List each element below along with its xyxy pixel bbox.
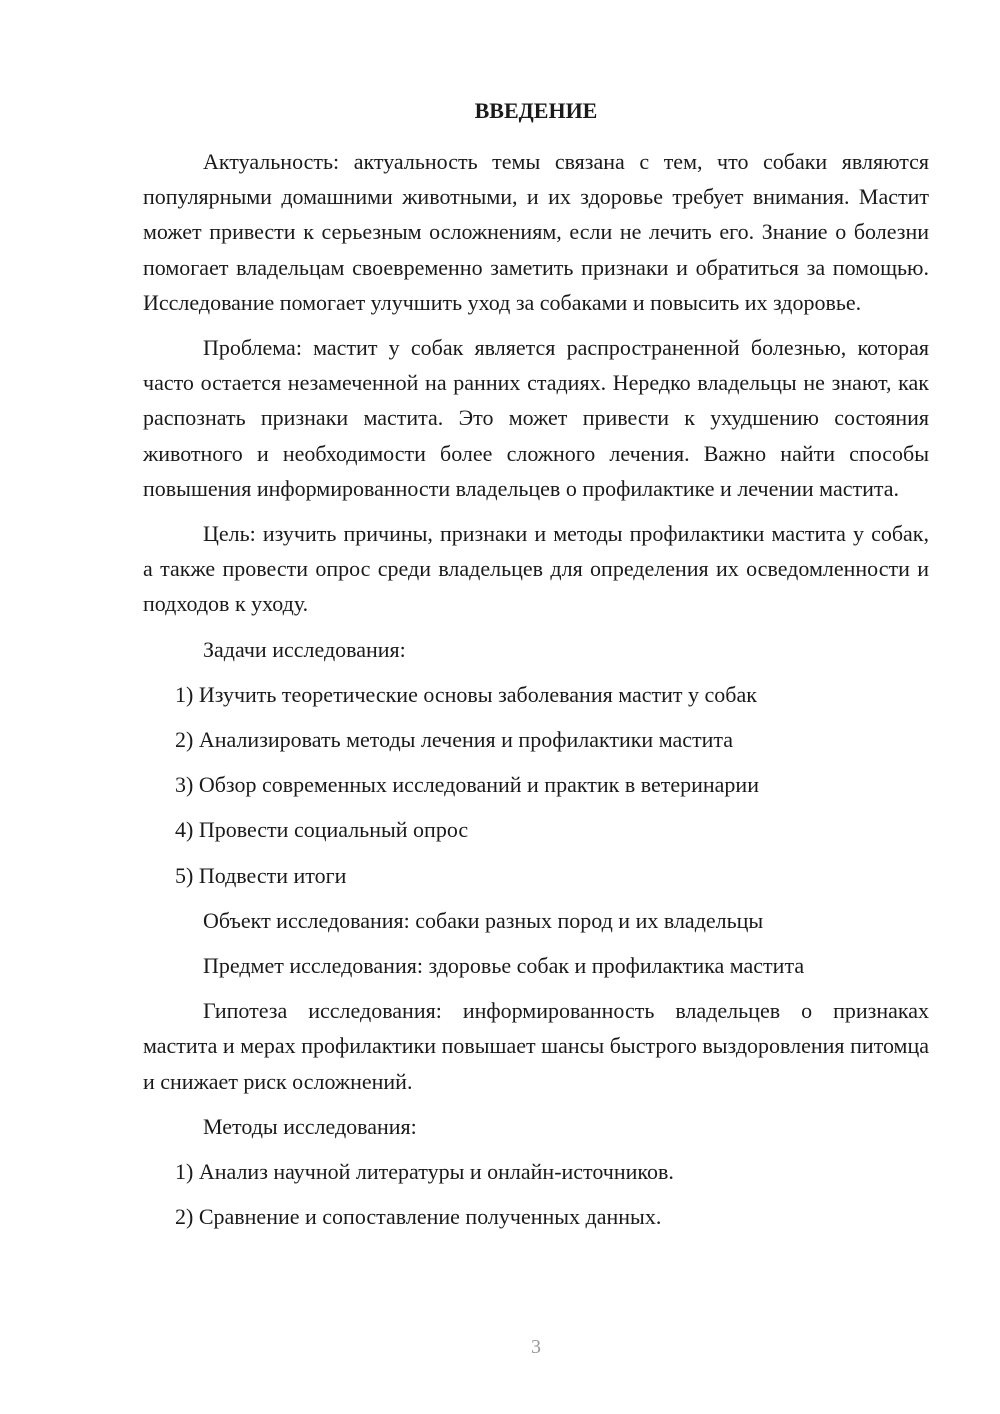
task-item-1: 1) Изучить теоретические основы заболевания мастит у собак: [175, 681, 757, 707]
task-item-4: 4) Провести социальный опрос: [175, 817, 469, 843]
tasks-heading: Задачи исследования:: [203, 636, 406, 662]
problem-paragraph: Проблема: мастит у собак является распространенной болезнью, которая часто остается незамеченной на ранних стадиях. Нередко владельцы не знают, как распознать признаки мастита. Это может привести к ухудшению состояния животного и необходимости более сложного лечения. Важно найти способы повышения информированности владельцев о профилактике и лечении мастита.: [143, 335, 929, 501]
task-item-3: 3) Обзор современных исследований и практик в ветеринарии: [175, 772, 759, 798]
goal-paragraph: Цель: изучить причины, признаки и методы профилактики мастита у собак, а также провести опрос среди владельцев для определения их осведомленности и подходов к уходу.: [143, 521, 929, 617]
relevance-paragraph: Актуальность: актуальность темы связана с тем, что собаки являются популярными домашними животными, и их здоровье требует внимания. Мастит может привести к серьезным осложнениям, если не лечить его. Знание о болезни помогает владельцам своевременно заметить признаки и обратиться за помощью. Исследование помогает улучшить уход за собаками и повысить их здоровье.: [143, 149, 929, 315]
task-item-2: 2) Анализировать методы лечения и профилактики мастита: [175, 727, 734, 753]
method-item-2: 2) Сравнение и сопоставление полученных данных.: [175, 1204, 662, 1230]
task-item-5: 5) Подвести итоги: [175, 862, 347, 888]
research-subject: Предмет исследования: здоровье собак и профилактика мастита: [203, 953, 805, 979]
methods-heading: Методы исследования:: [203, 1113, 417, 1139]
method-item-1: 1) Анализ научной литературы и онлайн-источников.: [175, 1159, 674, 1185]
page-title: ВВЕДЕНИЕ: [474, 98, 598, 123]
hypothesis-paragraph: Гипотеза исследования: информированность владельцев о признаках мастита и мерах профилактики повышает шансы быстрого выздоровления питомца и снижает риск осложнений.: [143, 998, 929, 1094]
page-content: [143, 144, 929, 1244]
page-number: 3: [531, 1336, 541, 1358]
research-object: Объект исследования: собаки разных пород и их владельцы: [203, 907, 764, 933]
